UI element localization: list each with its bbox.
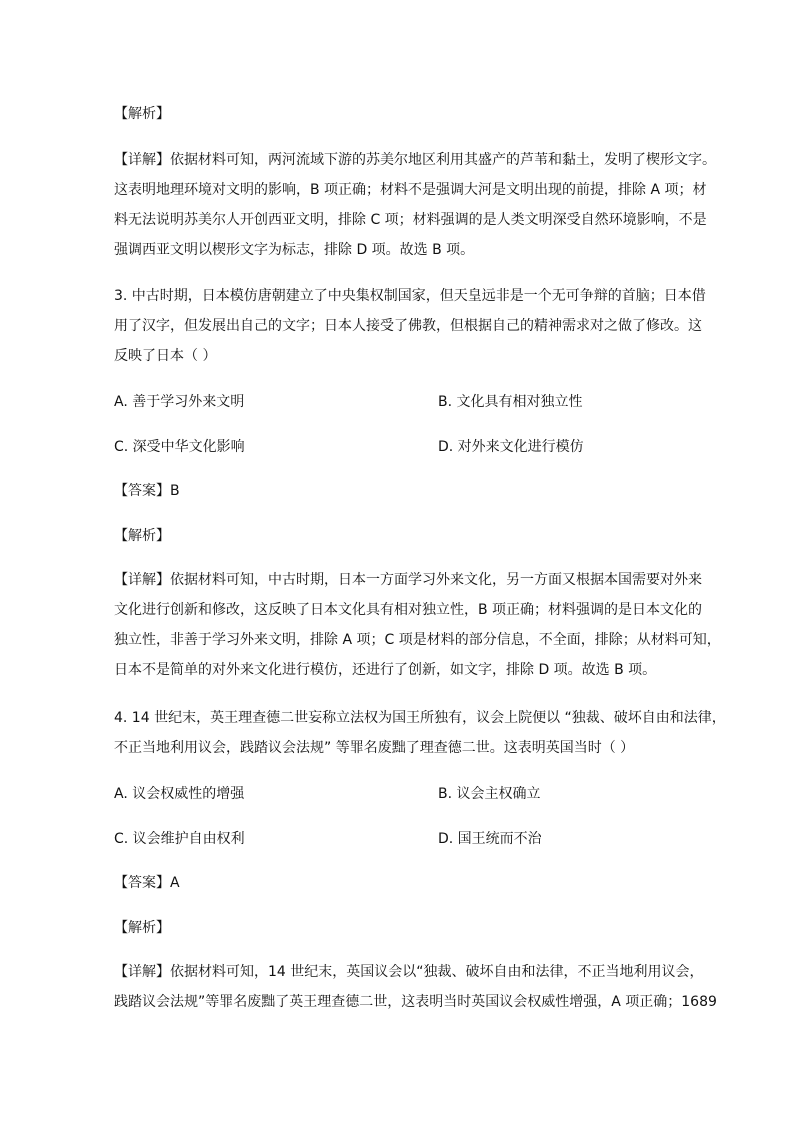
question-3-analysis-line-4: 日本不是简单的对外来文化进行模仿，还进行了创新，如文字，排除 D 项。故选 B 项。: [114, 662, 657, 678]
question-4-option-b: B. 议会主权确立: [438, 786, 541, 802]
question-3-analysis-label: 【解析】: [114, 528, 170, 544]
question-4-stem-line-1: 4. 14 世纪末，英王理查德二世妄称立法权为国王所独有，议会上院便以 “独裁、破坏自由和法律，: [114, 710, 726, 726]
question-4-analysis-line-2: 践踏议会法规”等罪名废黜了英王理查德二世，这表明当时英国议会权威性增强，A 项正确；1689: [114, 994, 717, 1010]
question-4-stem-line-2: 不正当地利用议会，践踏议会法规” 等罪名废黜了理查德二世。这表明英国当时（ ）: [114, 740, 635, 756]
question-3-analysis-line-3: 独立性，非善于学习外来文明，排除 A 项；C 项是材料的部分信息，不全面，排除；从材料可知，: [114, 632, 721, 648]
analysis-line-q2-2: 这表明地理环境对文明的影响，B 项正确；材料不是强调大河是文明出现的前提，排除 A 项；材: [114, 182, 707, 198]
analysis-label-q2: 【解析】: [114, 106, 170, 122]
question-3-answer: 【答案】B: [114, 483, 180, 499]
question-4-analysis-line-1: 【详解】依据材料可知，14 世纪末，英国议会以“独裁、破坏自由和法律，不正当地利用议会，: [114, 964, 704, 980]
analysis-line-q2-3: 料无法说明苏美尔人开创西亚文明，排除 C 项；材料强调的是人类文明深受自然环境影响，不是: [114, 212, 707, 228]
question-3-stem-line-1: 3. 中古时期，日本模仿唐朝建立了中央集权制国家，但天皇远非是一个无可争辩的首脑；日本借: [114, 288, 706, 304]
question-3-stem-line-2: 用了汉字，但发展出自己的文字；日本人接受了佛教，但根据自己的精神需求对之做了修改。这: [114, 318, 702, 334]
question-3-option-a: A. 善于学习外来文明: [114, 394, 245, 410]
question-4-option-a: A. 议会权威性的增强: [114, 786, 245, 802]
question-3-stem-line-3: 反映了日本（ ）: [114, 348, 217, 364]
question-4-analysis-label: 【解析】: [114, 920, 170, 936]
question-4-option-d: D. 国王统而不治: [438, 831, 542, 847]
question-3-option-d: D. 对外来文化进行模仿: [438, 439, 584, 455]
question-4-answer: 【答案】A: [114, 875, 180, 891]
question-3-option-b: B. 文化具有相对独立性: [438, 394, 583, 410]
question-3-option-c: C. 深受中华文化影响: [114, 439, 245, 455]
question-4-option-c: C. 议会维护自由权利: [114, 831, 245, 847]
analysis-line-q2-1: 【详解】依据材料可知，两河流域下游的苏美尔地区利用其盛产的芦苇和黏土，发明了楔形文字。: [114, 152, 716, 168]
question-3-analysis-line-2: 文化进行创新和修改，这反映了日本文化具有相对独立性，B 项正确；材料强调的是日本文化的: [114, 602, 703, 618]
analysis-line-q2-4: 强调西亚文明以楔形文字为标志，排除 D 项。故选 B 项。: [114, 242, 475, 258]
question-3-analysis-line-1: 【详解】依据材料可知，中古时期，日本一方面学习外来文化，另一方面又根据本国需要对外来: [114, 572, 702, 588]
